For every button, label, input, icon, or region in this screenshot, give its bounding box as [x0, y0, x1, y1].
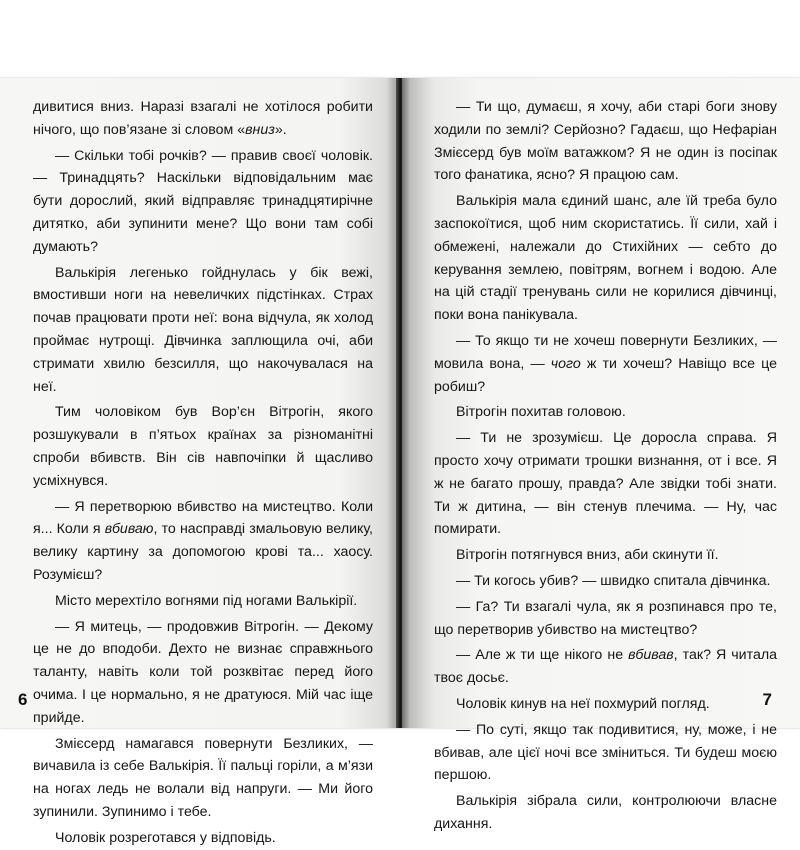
- paragraph: Чоловік розреготався у відповідь.: [55, 829, 276, 846]
- paragraph: Валькірія зібрала сили, контролюючи власне дихання.: [434, 793, 777, 832]
- paragraph: дивитися вниз. Наразі взагалі не хотілося робити нічого, що пов’язане зі словом «вниз».: [33, 99, 373, 138]
- paragraph: Вітрогін потягнувся вниз, аби скинути її.: [456, 547, 719, 564]
- paragraph: Валькірія мала єдиний шанс, але їй треба було заспокоїтися, щоб ним скористатись. Її сили, хай і обмежені, належали до Стихійних — себто до керування землею, повітрям, вогнем і водою. Але на цій стадії тренувань сили не корилися дівчинці, поки вона панікувала.: [434, 193, 777, 324]
- paragraph: Місто мерехтіло вогнями під ногами Валькірії.: [55, 592, 358, 609]
- left-page-text: [33, 96, 373, 850]
- paragraph: — Я митець, — продовжив Вітрогін. — Декому це не до вподоби. Дехто не визнає справжнього таланту, навіть коли той розквітає перед його очима. І це нормально, я не дратуюся. Мій час іще прийде.: [33, 618, 373, 726]
- paragraph: — Але ж ти ще нікого не вбивав, так? Я читала твоє досьє.: [434, 647, 778, 687]
- paragraph: Змієсерд намагався повернути Безликих, — вичавила із себе Валькірія. Її пальці горіли, а м’язи на ногах ледь не волали від напруги. — Ми його зупинили. Зупинимо і тебе.: [33, 735, 373, 820]
- paragraph: — Ти когось убив? — швидко спитала дівчинка.: [456, 572, 771, 589]
- paragraph: — По суті, якщо так подивитися, ну, може, і не вбивав, але цієї ночі все зміниться. Ти будеш моєю першою.: [434, 721, 777, 784]
- right-page: [402, 78, 800, 832]
- page-number-left: 6: [18, 690, 28, 709]
- page-number-right: 7: [762, 690, 772, 709]
- book-spread: [0, 78, 800, 846]
- paragraph: — Ти що, думаєш, я хочу, аби старі боги знову ходили по землі? Серйозно? Гадаєш, що Нефаріан Змієсерд був моїм ватажком? Я не один із посіпак того фанатика, ясно? Я працюю сам.: [434, 99, 777, 184]
- right-page-text: [434, 96, 777, 836]
- paragraph: — То якщо ти не хочеш повернути Безликих, — мовила вона, — чого ж ти хочеш? Навіщо все це робиш?: [434, 332, 777, 395]
- paragraph: — Ти не зрозумієш. Це доросла справа. Я просто хочу отримати трошки визнання, от і все. Я ж не багато прошу, правда? Але звідки тобі знати. Ти ж дитина, — він стенув плечима. — Ну, час помирати.: [434, 430, 777, 538]
- paragraph: Тим чоловіком був Вор’єн Вітрогін, якого розшукували в п’ятьох країнах за різноманітні спроби вбивств. Він сів навпочіпки й щасливо усміхнувся.: [33, 404, 373, 489]
- paragraph: Чоловік кинув на неї похмурий погляд.: [456, 695, 710, 712]
- paragraph: — Га? Ти взагалі чула, як я розпинався про те, що перетворив убивство на мистецтво?: [434, 598, 777, 638]
- paragraph: Вітрогін похитав головою.: [456, 404, 626, 421]
- left-page: [0, 78, 398, 846]
- paragraph: Валькірія легенько гойднулась у бік вежі, вмостивши ноги на невеличких підстінках. Страх почав працювати проти неї: вона відчула, як холод проймає нутрощі. Дівчинка заплющила очі, аби стримати хвилю безсилля, що накочувалася на неї.: [33, 264, 373, 395]
- paragraph: — Я перетворюю вбивство на мистецтво. Коли я... Коли я вбиваю, то насправді змальовую велику, велику картину за допомогою крові та... хаосу. Розумієш?: [33, 498, 374, 583]
- paragraph: — Скільки тобі рочків? — правив своєї чоловік. — Тринадцять? Наскільки відповідальним має бути дорослий, який відправляє тринадцятирічне дитятко, аби зупинити мене? Що вони там собі думають?: [33, 147, 373, 255]
